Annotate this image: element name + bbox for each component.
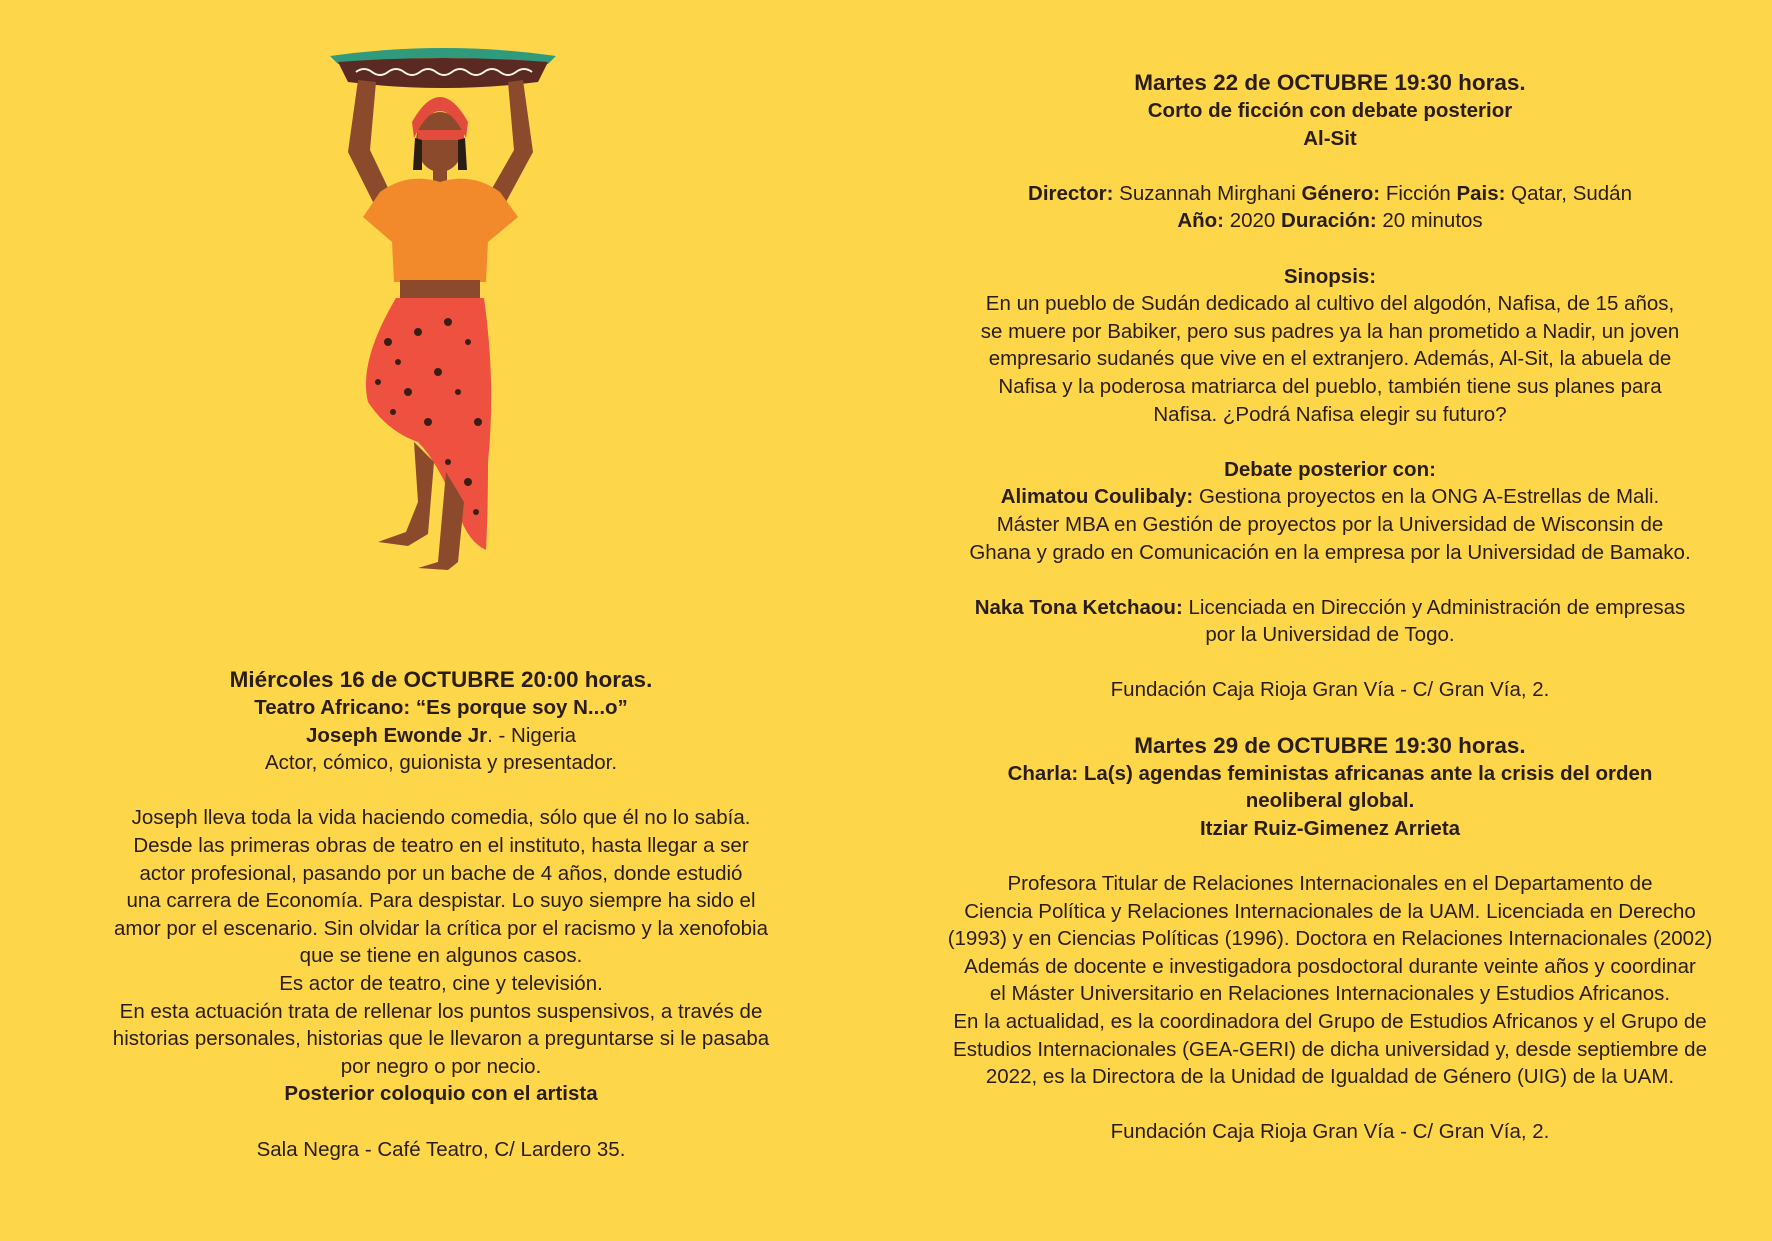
event-1-desc-line: En esta actuación trata de rellenar los puntos suspensivos, a través de: [119, 999, 763, 1023]
event-2-heading: Martes 22 de OCTUBRE 19:30 horas.: [1134, 70, 1526, 95]
guest-1-name: Alimatou Coulibaly:: [1000, 485, 1194, 509]
year-label: Año:: [1177, 209, 1224, 233]
guest-1-bio: Gestiona proyectos en la ONG A-Estrellas de Mali.: [1198, 485, 1660, 509]
event-1-subtitle: Teatro Africano: “Es porque soy N...o”: [254, 696, 628, 719]
guest-2-bio: Licenciada en Dirección y Administración de empresas: [1188, 595, 1686, 619]
event-3-heading: Martes 29 de OCTUBRE 19:30 horas.: [1134, 732, 1526, 758]
event-3-bio-line: Profesora Titular de Relaciones Internacionales en el Departamento de: [1007, 872, 1653, 896]
synopsis-label: Sinopsis:: [1283, 264, 1377, 288]
guest-2-line: [930, 594, 1730, 622]
guest-1-line: [930, 483, 1730, 511]
event-1-desc-line: historias personales, historias que le llevaron a preguntarse si le pasaba: [112, 1027, 770, 1051]
event-2-film: Al-Sit: [1303, 126, 1357, 150]
synopsis-line: se muere por Babiker, pero sus padres ya la han prometido a Nadir, un joven: [980, 319, 1680, 343]
genre-value: Ficción: [1385, 181, 1451, 205]
event-1-desc-line: por negro o por necio.: [340, 1054, 542, 1078]
event-3-bio-line: 2022, es la Directora de la Unidad de Igualdad de Género (UIG) de la UAM.: [985, 1065, 1675, 1089]
event-1-desc-line: Desde las primeras obras de teatro en el instituto, hasta llegar a ser: [133, 833, 749, 857]
debate-label: Debate posterior con:: [1224, 457, 1436, 481]
year-value: 2020: [1229, 209, 1276, 233]
events-right: [930, 69, 1730, 1146]
event-2-credits-line-2: [930, 207, 1730, 235]
event-3-venue: Fundación Caja Rioja Gran Vía - C/ Gran Vía, 2.: [1110, 1120, 1550, 1144]
event-2-venue: Fundación Caja Rioja Gran Vía - C/ Gran Vía, 2.: [1110, 678, 1550, 702]
synopsis-line: En un pueblo de Sudán dedicado al cultivo del algodón, Nafisa, de 15 años,: [985, 292, 1675, 316]
guest-2-name: Naka Tona Ketchaou:: [974, 595, 1183, 619]
event-1-desc-line: Joseph lleva toda la vida haciendo comedia, sólo que él no lo sabía.: [131, 806, 751, 830]
director-value: Suzannah Mirghani: [1119, 181, 1296, 205]
event-1-artist-suffix: . - Nigeria: [487, 723, 576, 747]
event-1-desc-line: que se tiene en algunos casos.: [299, 944, 583, 968]
synopsis-line: empresario sudanés que vive en el extranjero. Además, Al-Sit, la abuela de: [988, 347, 1672, 371]
event-1-desc-line: amor por el escenario. Sin olvidar la crítica por el racismo y la xenofobia: [113, 916, 769, 940]
blouse: [363, 179, 518, 282]
synopsis-line: Nafisa y la poderosa matriarca del pueblo, también tiene sus planes para: [998, 374, 1662, 398]
woman-illustration: [318, 42, 568, 602]
event-3-bio-line: (1993) y en Ciencias Políticas (1996). Doctora en Relaciones Internacionales (2002): [947, 927, 1713, 951]
event-1-desc-line: Es actor de teatro, cine y televisión.: [279, 971, 603, 995]
genre-label: Género:: [1301, 181, 1381, 205]
event-1-venue: Sala Negra - Café Teatro, C/ Lardero 35.: [256, 1137, 626, 1161]
guest-1-line: Ghana y grado en Comunicación en la empresa por la Universidad de Bamako.: [969, 540, 1691, 564]
event-1-artist-line: [90, 722, 792, 750]
event-2-credits-line-1: [930, 180, 1730, 208]
synopsis-line: Nafisa. ¿Podrá Nafisa elegir su futuro?: [1153, 402, 1507, 426]
event-3-subtitle: Charla: La(s) agendas feministas africanas ante la crisis del orden: [1007, 761, 1653, 785]
event-2-subtitle: Corto de ficción con debate posterior: [1147, 99, 1513, 122]
event-1-colloquium: Posterior coloquio con el artista: [284, 1082, 598, 1106]
duration-value: 20 minutos: [1382, 209, 1483, 233]
event-3-speaker: Itziar Ruiz-Gimenez Arrieta: [1199, 816, 1461, 840]
event-1-desc-line: actor profesional, pasando por un bache de 4 años, donde estudió: [139, 861, 743, 885]
event-3-bio-line: Ciencia Política y Relaciones Internacionales de la UAM. Licenciada en Derecho: [964, 899, 1696, 923]
duration-label: Duración:: [1281, 209, 1377, 233]
event-1-desc-line: una carrera de Economía. Para despistar. Lo suyo siempre ha sido el: [126, 889, 756, 913]
country-value: Qatar, Sudán: [1511, 181, 1632, 205]
event-1-role: Actor, cómico, guionista y presentador.: [264, 751, 618, 775]
event-3-bio-line: En la actualidad, es la coordinadora del Grupo de Estudios Africanos y el Grupo de: [953, 1010, 1707, 1033]
country-label: Pais:: [1456, 181, 1506, 205]
event-1-artist: Joseph Ewonde Jr: [306, 723, 488, 747]
event-1: [90, 666, 792, 1163]
guest-2-line: por la Universidad de Togo.: [1205, 623, 1455, 647]
director-label: Director:: [1028, 181, 1114, 205]
guest-1-line: Máster MBA en Gestión de proyectos por la Universidad de Wisconsin de: [996, 512, 1664, 536]
event-3-bio-line: Además de docente e investigadora posdoctoral durante veinte años y coordinar: [964, 954, 1696, 978]
event-3-bio-line: Estudios Internacionales (GEA-GERI) de dicha universidad y, desde septiembre de: [953, 1037, 1707, 1061]
event-3-subtitle: neoliberal global.: [1245, 789, 1415, 813]
event-3-bio-line: el Máster Universitario en Relaciones Internacionales y Estudios Africanos.: [989, 982, 1671, 1006]
event-1-heading: Miércoles 16 de OCTUBRE 20:00 horas.: [229, 667, 653, 692]
